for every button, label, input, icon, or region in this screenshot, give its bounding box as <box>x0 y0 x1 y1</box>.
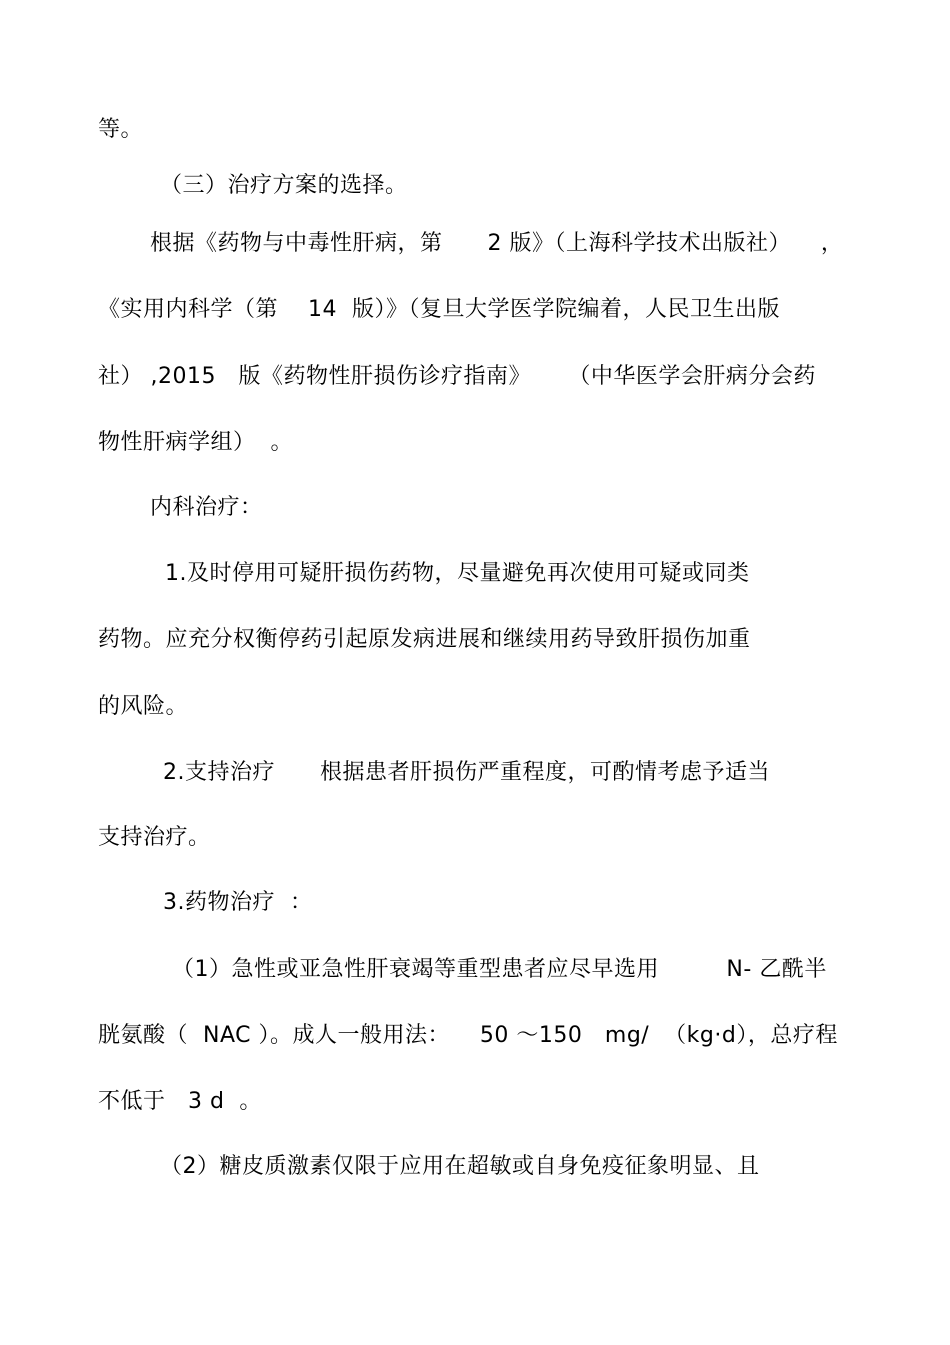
text-line-5: 社） ,2015 版《药物性肝损伤诊疗指南》 （中华医学会肝病分会药 <box>98 364 816 389</box>
text-line-9: 药物。应充分权衡停药引起原发病进展和继续用药导致肝损伤加重 <box>98 627 751 652</box>
subheading-medical-treatment: 内科治疗： <box>150 495 263 520</box>
text-line-10: 的风险。 <box>98 694 189 719</box>
text-line-3: 根据《药物与中毒性肝病，第 2 版》（上海科学技术出版社） ， <box>150 231 844 256</box>
text-line-14: （1）急性或亚急性肝衰竭等重型患者应尽早选用 N- 乙酰半 <box>172 957 827 982</box>
section-heading: （三）治疗方案的选择。 <box>160 173 408 198</box>
text-line-11: 2.支持治疗 根据患者肝损伤严重程度，可酌情考虑予适当 <box>163 760 770 785</box>
text-line-6: 物性肝病学组） 。 <box>98 430 293 455</box>
text-line-1: 等。 <box>98 117 144 142</box>
text-line-13: 3.药物治疗 ： <box>163 890 313 915</box>
text-line-17: （2）糖皮质激素仅限于应用在超敏或自身免疫征象明显、且 <box>160 1154 760 1179</box>
text-line-8: 1.及时停用可疑肝损伤药物，尽量避免再次使用可疑或同类 <box>165 561 750 586</box>
text-line-15: 胱氨酸（ NAC ）。成人一般用法： 50 ～150 mg/ （kg·d），总疗程 <box>98 1023 838 1048</box>
text-line-12: 支持治疗。 <box>98 825 211 850</box>
text-line-16: 不低于 3 d 。 <box>98 1089 262 1114</box>
text-line-4: 《实用内科学（第 14 版）》（复旦大学医学院编着，人民卫生出版 <box>98 297 780 322</box>
